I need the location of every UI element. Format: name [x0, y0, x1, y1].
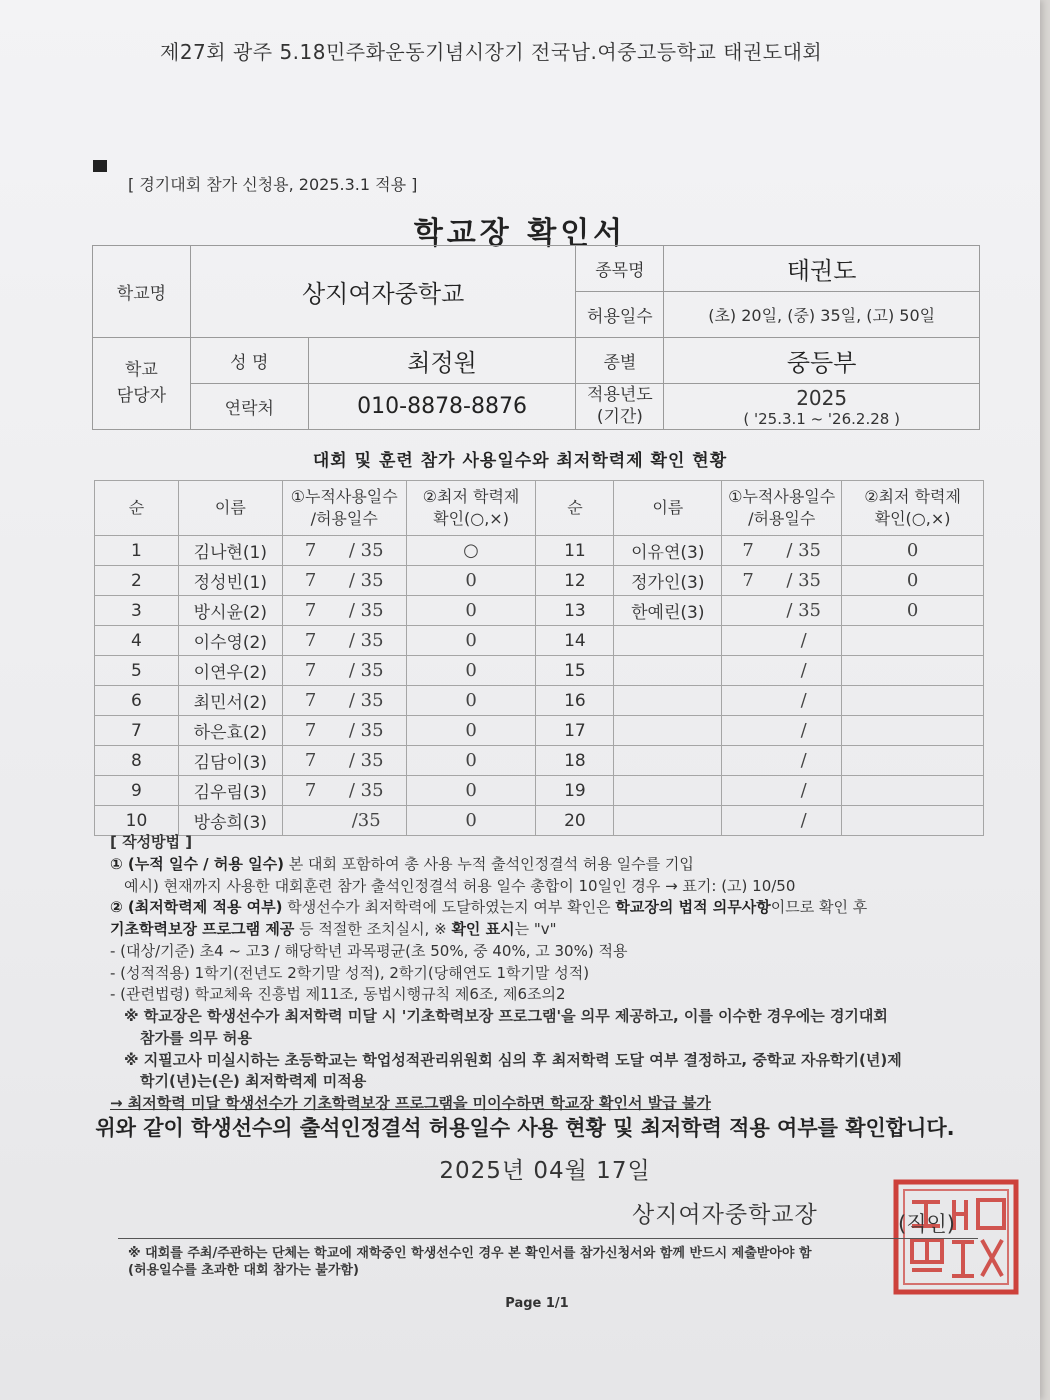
- table-row: [95, 776, 984, 806]
- col-days-line1: ①누적사용일수: [290, 487, 398, 507]
- left-days-cell: [282, 536, 406, 566]
- method-line-7: - (관련법령) 학교체육 진흥법 제11조, 동법시행규칙 제6조, 제6조의2: [110, 985, 566, 1004]
- right-days-cell: [722, 626, 842, 656]
- left-used-days: 7: [304, 660, 317, 681]
- left-check-mark: 0: [406, 566, 536, 596]
- right-check-mark: [842, 656, 984, 686]
- left-allowed-days: / 35: [348, 600, 384, 621]
- seal-label: (직인): [898, 1212, 955, 1236]
- left-used-days: 7: [304, 690, 317, 711]
- left-check-mark: 0: [406, 746, 536, 776]
- right-check-mark: [842, 626, 984, 656]
- right-student-name: [614, 716, 722, 746]
- school-info-table: [92, 245, 980, 430]
- right-allowed-days: /: [800, 780, 807, 801]
- school-name-label: 학교명: [93, 246, 191, 338]
- col-check-right-line2: 확인(○,×): [874, 509, 951, 528]
- left-check-mark: 0: [406, 656, 536, 686]
- document-title: 학교장 확인서: [413, 216, 627, 251]
- right-allowed-days: / 35: [786, 540, 822, 561]
- year-value: 2025: [796, 385, 848, 410]
- student-status-table: [94, 480, 984, 836]
- right-used-days: 7: [742, 540, 754, 561]
- right-check-mark: [842, 776, 984, 806]
- confirmation-text: 위와 같이 학생선수의 출석인정결석 허용일수 사용 현황 및 최저학력 적용 여부를 확인합니다.: [95, 1116, 955, 1140]
- right-days-cell: [722, 566, 842, 596]
- writing-method: [110, 832, 1010, 1115]
- left-allowed-days: / 35: [348, 570, 384, 591]
- table-row: [95, 566, 984, 596]
- division-label: 종별: [576, 338, 664, 384]
- col-check-line2: 확인(○,×): [433, 509, 509, 528]
- right-check-mark: 0: [842, 566, 984, 596]
- right-check-mark: [842, 686, 984, 716]
- manager-label: 학교 담당자: [93, 338, 191, 430]
- left-student-name: 이수영(2): [178, 626, 282, 656]
- col-check: [406, 481, 536, 536]
- table-header-row: [95, 481, 984, 536]
- status-title: 대회 및 훈련 참가 사용일수와 최저학력제 확인 현황: [312, 451, 728, 471]
- left-days-cell: [282, 686, 406, 716]
- right-student-name: [614, 656, 722, 686]
- left-allowed-days: / 35: [348, 720, 384, 741]
- right-check-mark: 0: [842, 596, 984, 626]
- method-line-6: - (성적적용) 1학기(전년도 2학기말 성적), 2학기(당해연도 1학기말 성적): [110, 963, 590, 982]
- left-allowed-days: / 35: [348, 750, 384, 771]
- left-student-name: 정성빈(1): [178, 566, 282, 596]
- right-check-mark: [842, 716, 984, 746]
- right-allowed-days: /: [800, 750, 807, 771]
- period-value: ( '25.3.1 ~ '26.2.28 ): [743, 409, 900, 428]
- left-used-days: 7: [304, 630, 317, 651]
- allowed-days-value: (초) 20일, (중) 35일, (고) 50일: [664, 292, 980, 338]
- left-row-no: 5: [95, 656, 179, 686]
- right-days-cell: [722, 716, 842, 746]
- school-name: 상지여자중학교: [190, 246, 576, 338]
- table-row: [95, 536, 984, 566]
- left-student-name: 방송희(3): [178, 806, 282, 836]
- table-row: [95, 626, 984, 656]
- col-days-right-line2: /허용일수: [748, 509, 816, 528]
- method-line-5: - (대상/기준) 초4 ~ 고3 / 해당학년 과목평균(초 50%, 중 40%, 고 30%) 적용: [110, 941, 628, 960]
- right-row-no: 18: [536, 746, 614, 776]
- left-row-no: 3: [95, 596, 179, 626]
- right-allowed-days: /: [800, 810, 807, 831]
- left-check-mark: 0: [406, 716, 536, 746]
- footnote-line-2: (허용일수를 초과한 대회 참가는 불가함): [128, 1262, 359, 1278]
- principal-title: 상지여자중학교장: [632, 1202, 818, 1228]
- left-student-name: 김담이(3): [178, 746, 282, 776]
- right-student-name: 이유연(3): [614, 536, 722, 566]
- col-no: 순: [95, 481, 179, 536]
- left-student-name: 방시윤(2): [178, 596, 282, 626]
- left-allowed-days: / 35: [348, 660, 384, 681]
- right-check-mark: [842, 746, 984, 776]
- left-used-days: 7: [304, 750, 317, 771]
- right-days-cell: [722, 536, 842, 566]
- left-row-no: 10: [95, 806, 179, 836]
- right-row-no: 19: [536, 776, 614, 806]
- manager-name: 최정원: [308, 338, 576, 384]
- right-student-name: [614, 686, 722, 716]
- name-label: 성 명: [190, 338, 308, 384]
- left-allowed-days: / 35: [348, 780, 384, 801]
- left-row-no: 4: [95, 626, 179, 656]
- right-used-days: 7: [742, 570, 754, 591]
- col-no-right: 순: [536, 481, 614, 536]
- right-check-mark: [842, 806, 984, 836]
- left-used-days: 7: [304, 780, 317, 801]
- right-check-mark: 0: [842, 536, 984, 566]
- left-allowed-days: /35: [351, 810, 381, 831]
- year-cell: [664, 384, 980, 430]
- right-row-no: 13: [536, 596, 614, 626]
- form-note: [ 경기대회 참가 신청용, 2025.3.1 적용 ]: [128, 175, 418, 194]
- left-days-cell: [282, 626, 406, 656]
- method-line-3: ② (최저학력제 적용 여부) 학생선수가 최저학력에 도달하였는지 여부 확인은 학교장의 법적 의무사항이므로 확인 후: [110, 898, 868, 917]
- right-student-name: [614, 806, 722, 836]
- left-row-no: 6: [95, 686, 179, 716]
- col-name-right: 이름: [614, 481, 722, 536]
- table-row: [95, 596, 984, 626]
- right-row-no: 11: [536, 536, 614, 566]
- col-name: 이름: [178, 481, 282, 536]
- left-check-mark: 0: [406, 776, 536, 806]
- right-row-no: 17: [536, 716, 614, 746]
- col-check-line1: ②최저 학력제: [422, 487, 520, 507]
- left-check-mark: 0: [406, 686, 536, 716]
- left-check-mark: ○: [406, 536, 536, 566]
- left-days-cell: [282, 566, 406, 596]
- sport-value: 태권도: [664, 246, 980, 292]
- col-days-right-line1: ①누적사용일수: [728, 487, 836, 507]
- right-allowed-days: /: [800, 720, 807, 741]
- right-student-name: [614, 776, 722, 806]
- method-line-9: 참가를 의무 허용: [140, 1028, 252, 1047]
- col-days-right: [722, 481, 842, 536]
- right-row-no: 16: [536, 686, 614, 716]
- left-days-cell: [282, 806, 406, 836]
- left-row-no: 1: [95, 536, 179, 566]
- method-line-4: 기초학력보장 프로그램 제공 등 적절한 조치실시, ※ 확인 표시는 "v": [110, 920, 557, 938]
- col-days-line2: /허용일수: [310, 509, 378, 528]
- footnote: [128, 1246, 812, 1280]
- left-used-days: 7: [304, 720, 317, 741]
- bullet-square: [93, 160, 107, 172]
- left-used-days: 7: [304, 540, 317, 561]
- right-student-name: 정가인(3): [614, 566, 722, 596]
- right-allowed-days: /: [800, 630, 807, 651]
- division-value: 중등부: [664, 338, 980, 384]
- right-student-name: [614, 746, 722, 776]
- left-days-cell: [282, 776, 406, 806]
- year-label: 적용년도 (기간): [576, 384, 664, 430]
- table-row: [95, 686, 984, 716]
- method-line-12: → 최저학력 미달 학생선수가 기초학력보장 프로그램을 미이수하면 학교장 확인서 발급 불가: [110, 1094, 711, 1112]
- left-check-mark: 0: [406, 626, 536, 656]
- method-line-1: ① (누적 일수 / 허용 일수) 본 대회 포함하여 총 사용 누적 출석인정결석 허용 일수를 기입: [110, 854, 694, 873]
- left-days-cell: [282, 596, 406, 626]
- right-allowed-days: /: [800, 690, 807, 711]
- left-row-no: 7: [95, 716, 179, 746]
- left-days-cell: [282, 716, 406, 746]
- right-days-cell: [722, 746, 842, 776]
- page-number: Page 1/1: [505, 1296, 569, 1311]
- left-student-name: 이연우(2): [178, 656, 282, 686]
- event-title: 제27회 광주 5.18민주화운동기념시장기 전국남.여중고등학교 태권도대회: [160, 40, 823, 64]
- left-used-days: 7: [304, 570, 317, 591]
- method-line-8: ※ 학교장은 학생선수가 최저학력 미달 시 '기초학력보장 프로그램'을 의무 제공하고, 이를 이수한 경우에는 경기대회: [124, 1007, 888, 1025]
- left-student-name: 김우림(3): [178, 776, 282, 806]
- right-row-no: 20: [536, 806, 614, 836]
- col-days: [282, 481, 406, 536]
- right-student-name: [614, 626, 722, 656]
- contact-value: 010-8878-8876: [308, 384, 576, 430]
- method-title: [ 작성방법 ]: [110, 833, 193, 851]
- divider: [118, 1238, 978, 1239]
- contact-label: 연락처: [190, 384, 308, 430]
- left-used-days: 7: [304, 600, 317, 621]
- left-allowed-days: / 35: [348, 630, 384, 651]
- issue-date: 2025년 04월 17일: [439, 1158, 651, 1184]
- left-days-cell: [282, 746, 406, 776]
- table-row: [95, 746, 984, 776]
- table-row: [95, 806, 984, 836]
- left-check-mark: 0: [406, 806, 536, 836]
- footnote-line-1: ※ 대회를 주최/주관하는 단체는 학교에 재학중인 학생선수인 경우 본 확인서를 참가신청서와 함께 반드시 제출받아야 함: [128, 1246, 812, 1261]
- left-student-name: 최민서(2): [178, 686, 282, 716]
- right-allowed-days: / 35: [786, 570, 822, 591]
- sport-label: 종목명: [576, 246, 664, 292]
- method-line-11: 학기(년)는(은) 최저학력제 미적용: [140, 1072, 367, 1091]
- right-allowed-days: / 35: [786, 600, 822, 621]
- left-allowed-days: / 35: [348, 540, 384, 561]
- right-allowed-days: /: [800, 660, 807, 681]
- left-check-mark: 0: [406, 596, 536, 626]
- allowed-days-label: 허용일수: [576, 292, 664, 338]
- table-row: [95, 656, 984, 686]
- left-student-name: 하은효(2): [178, 716, 282, 746]
- table-row: [95, 716, 984, 746]
- method-line-2: 예시) 현재까지 사용한 대회훈련 참가 출석인정결석 허용 일수 총합이 10일인 경우 → 표기: (고) 10/50: [124, 876, 796, 895]
- method-line-10: ※ 지필고사 미실시하는 초등학교는 학업성적관리위원회 심의 후 최저학력 도달 여부 결정하고, 중학교 자유학기(년)제: [124, 1050, 902, 1069]
- left-row-no: 8: [95, 746, 179, 776]
- right-row-no: 12: [536, 566, 614, 596]
- left-row-no: 9: [95, 776, 179, 806]
- left-row-no: 2: [95, 566, 179, 596]
- right-days-cell: [722, 656, 842, 686]
- right-row-no: 14: [536, 626, 614, 656]
- right-student-name: 한예린(3): [614, 596, 722, 626]
- right-days-cell: [722, 806, 842, 836]
- left-student-name: 김나현(1): [178, 536, 282, 566]
- col-check-right: [842, 481, 984, 536]
- left-days-cell: [282, 656, 406, 686]
- right-days-cell: [722, 776, 842, 806]
- right-days-cell: [722, 686, 842, 716]
- student-rows: [95, 536, 984, 836]
- left-allowed-days: / 35: [348, 690, 384, 711]
- right-row-no: 15: [536, 656, 614, 686]
- right-days-cell: [722, 596, 842, 626]
- col-check-right-line1: ②최저 학력제: [864, 487, 961, 507]
